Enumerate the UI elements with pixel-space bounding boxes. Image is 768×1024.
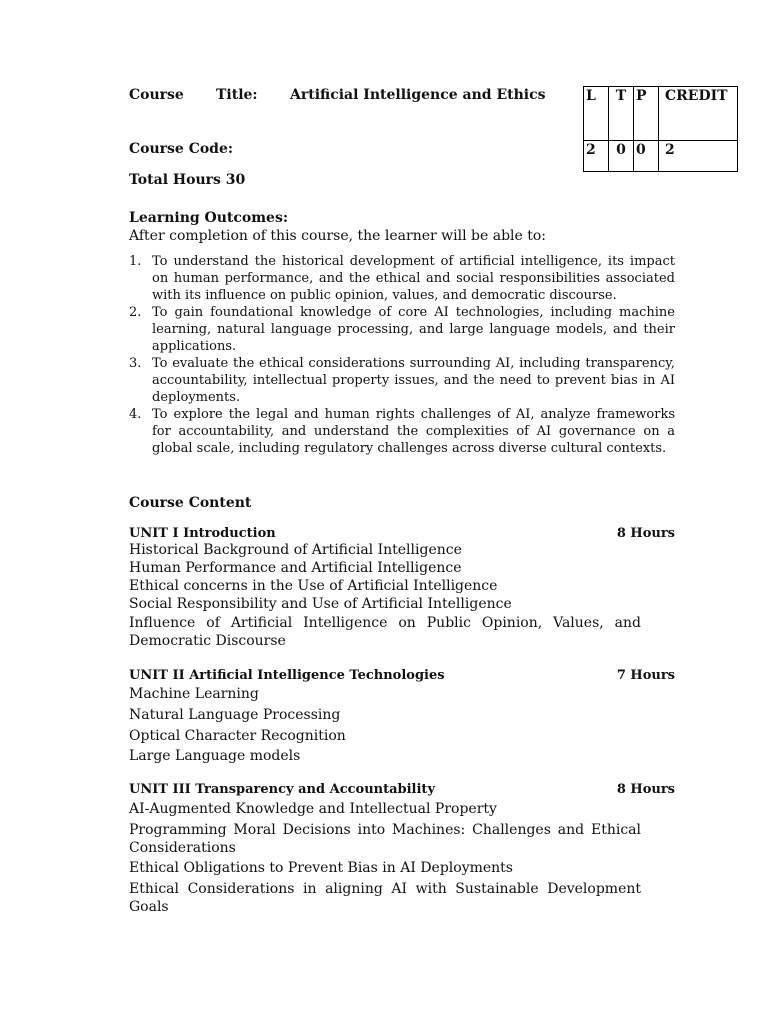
title-label: Title:: [216, 87, 258, 103]
outcome-number: 2.: [129, 305, 142, 320]
unit-topic: Ethical concerns in the Use of Artificial Intelligence: [129, 578, 498, 594]
ltp-header-t: T: [609, 87, 634, 141]
unit-topic: AI-Augmented Knowledge and Intellectual Property: [129, 801, 497, 817]
outcome-item: [129, 355, 675, 406]
course-label: Course: [129, 87, 184, 103]
learning-outcomes-heading: Learning Outcomes:: [129, 210, 289, 226]
ltp-credit-table: [583, 86, 738, 172]
course-code-label: Course Code:: [129, 141, 234, 157]
unit-topic: Social Responsibility and Use of Artificial Intelligence: [129, 596, 512, 612]
outcome-text: To explore the legal and human rights challenges of AI, analyze frameworks for accountability, and understand the complexities of AI governance on a global scale, including regulatory challenges across diverse cultural contexts.: [152, 407, 675, 456]
ltp-value-credit: 2: [659, 141, 738, 172]
ltp-value-p: 0: [634, 141, 659, 172]
outcome-number: 4.: [129, 407, 142, 422]
unit-hours: 8 Hours: [616, 526, 675, 541]
unit-heading: [129, 668, 675, 683]
unit-title: UNIT I Introduction: [129, 526, 276, 541]
unit-title: UNIT II Artificial Intelligence Technologies: [129, 668, 445, 683]
outcome-item: [129, 304, 675, 355]
total-hours: Total Hours 30: [129, 172, 246, 188]
outcome-number: 3.: [129, 356, 142, 371]
unit-title: UNIT III Transparency and Accountability: [129, 782, 435, 797]
unit-topic: Ethical Considerations in aligning AI with Sustainable Development Goals: [129, 881, 641, 915]
outcome-item: [129, 253, 675, 304]
unit-heading: [129, 782, 675, 797]
outcomes-list: [129, 253, 675, 457]
ltp-value-l: 2: [584, 141, 609, 172]
course-content-heading: Course Content: [129, 495, 252, 511]
unit-topic: Machine Learning: [129, 686, 259, 702]
ltp-header-l: L: [584, 87, 609, 141]
unit-topic: Influence of Artificial Intelligence on Public Opinion, Values, and Democratic Discourse: [129, 615, 641, 649]
unit-topic: Human Performance and Artificial Intelligence: [129, 560, 462, 576]
ltp-value-t: 0: [609, 141, 634, 172]
outcome-text: To gain foundational knowledge of core AI technologies, including machine learning, natural language processing, and large language models, and their applications.: [152, 305, 675, 354]
outcomes-intro: After completion of this course, the learner will be able to:: [129, 228, 547, 244]
unit-topic: Ethical Obligations to Prevent Bias in AI Deployments: [129, 860, 513, 876]
course-title: Artificial Intelligence and Ethics: [290, 87, 546, 103]
outcome-text: To evaluate the ethical considerations surrounding AI, including transparency, accountability, intellectual property issues, and the need to prevent bias in AI deployments.: [152, 356, 675, 405]
unit-topic: Optical Character Recognition: [129, 728, 346, 744]
ltp-header-p: P: [634, 87, 659, 141]
outcome-text: To understand the historical development of artificial intelligence, its impact on human performance, and the ethical and social responsibilities associated with its influence on public opinion, values, and democratic discourse.: [152, 254, 675, 303]
outcome-item: [129, 406, 675, 457]
unit-topic: Large Language models: [129, 748, 301, 764]
unit-topic: Programming Moral Decisions into Machines: Challenges and Ethical Considerations: [129, 822, 641, 856]
unit-hours: 7 Hours: [616, 668, 675, 683]
ltp-header-credit: CREDIT: [659, 87, 738, 141]
unit-topic: Natural Language Processing: [129, 707, 341, 723]
unit-topic: Historical Background of Artificial Intelligence: [129, 542, 462, 558]
unit-hours: 8 Hours: [616, 782, 675, 797]
outcome-number: 1.: [129, 254, 142, 269]
unit-heading: [129, 526, 675, 541]
